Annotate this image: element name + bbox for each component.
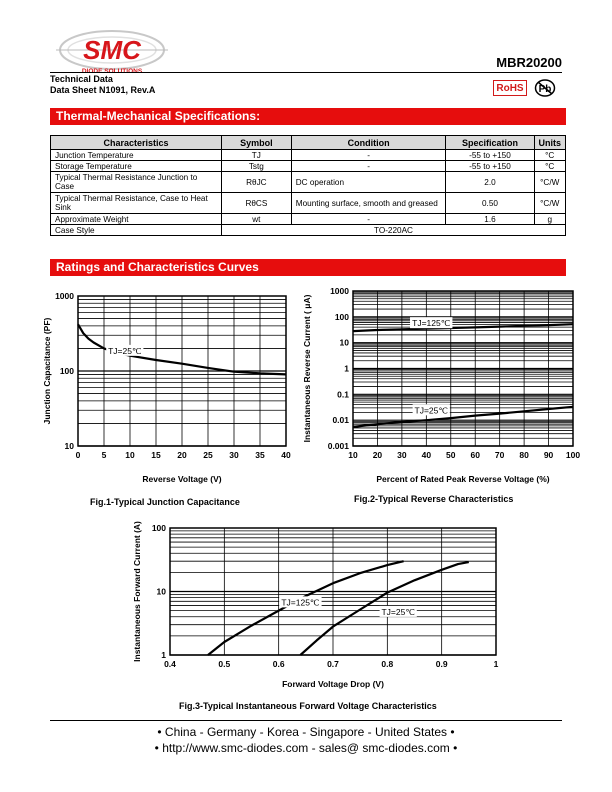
x-tick-label: 1 xyxy=(493,659,499,669)
x-tick-label: 30 xyxy=(229,450,239,460)
y-tick-label: 1000 xyxy=(330,286,349,296)
y-tick-label: 1000 xyxy=(55,291,74,301)
y-tick-label: 100 xyxy=(334,311,349,322)
forward-voltage-chart xyxy=(130,515,510,695)
cell-spec: -55 to +150 xyxy=(446,161,534,172)
y-tick-label: 100 xyxy=(59,366,74,376)
x-tick-label: 0.4 xyxy=(164,659,176,669)
cell-sym: TJ xyxy=(221,150,291,161)
x-tick-label: 60 xyxy=(470,450,480,460)
ratings-curves-section-title: Ratings and Characteristics Curves xyxy=(50,259,566,276)
x-tick-label: 40 xyxy=(281,450,291,460)
cell-unit: °C/W xyxy=(534,172,566,193)
y-axis-label: Instantaneous Forward Current (A) xyxy=(132,521,142,662)
header-rule xyxy=(50,72,562,73)
y-axis-label: Instantaneous Reverse Current ( μA) xyxy=(302,294,312,443)
series-label: TJ=125℃ xyxy=(412,318,451,329)
x-tick-label: 15 xyxy=(151,450,161,460)
spec-table xyxy=(50,135,566,236)
cell-sym: RθCS xyxy=(221,193,291,214)
x-tick-label: 0.6 xyxy=(272,659,285,669)
cell-unit: °C/W xyxy=(534,193,566,214)
technical-data-block xyxy=(50,74,155,96)
footer-locations: • China - Germany - Korea - Singapore - United States • xyxy=(157,725,455,739)
series-label: TJ=25℃ xyxy=(414,405,448,416)
cell-sym: wt xyxy=(221,214,291,225)
reverse-characteristics-chart xyxy=(300,284,580,494)
cell-sym: RθJC xyxy=(221,172,291,193)
x-tick-label: 0.9 xyxy=(435,659,448,669)
thermal-mechanical-section-title: Thermal-Mechanical Specifications: xyxy=(50,108,566,125)
cell-char: Case Style xyxy=(51,225,222,236)
x-tick-label: 80 xyxy=(519,450,529,460)
y-tick-label: 0.001 xyxy=(327,441,349,451)
table-row xyxy=(51,150,566,161)
cell-spec: 2.0 xyxy=(446,172,534,193)
x-tick-label: 0 xyxy=(75,450,81,460)
y-tick-label: 10 xyxy=(64,441,74,451)
cell-spec: 1.6 xyxy=(446,214,534,225)
col-units: Units xyxy=(534,136,566,150)
cell-case-style: TO-220AC xyxy=(221,225,565,236)
x-tick-label: 20 xyxy=(177,450,187,460)
rohs-badge: RoHS xyxy=(493,80,527,96)
y-tick-label: 1 xyxy=(161,650,166,660)
x-tick-label: 35 xyxy=(255,450,265,460)
col-condition: Condition xyxy=(291,136,446,150)
x-tick-label: 10 xyxy=(348,450,358,460)
x-tick-label: 25 xyxy=(203,450,213,460)
fig1-caption: Fig.1-Typical Junction Capacitance xyxy=(90,497,240,507)
fig3-caption: Fig.3-Typical Instantaneous Forward Voltage Characteristics xyxy=(179,701,437,711)
cell-unit: °C xyxy=(534,150,566,161)
cell-char: Approximate Weight xyxy=(51,214,222,225)
logo-text: SMC xyxy=(83,35,141,65)
cell-cond: - xyxy=(291,214,446,225)
fig2-caption: Fig.2-Typical Reverse Characteristics xyxy=(354,494,514,504)
series-label: TJ=25℃ xyxy=(381,606,415,617)
data-sheet-label: Data Sheet N1091, Rev.A xyxy=(50,85,156,95)
x-tick-label: 100 xyxy=(565,450,580,460)
y-tick-label: 0.1 xyxy=(337,389,349,400)
cell-cond: - xyxy=(291,161,446,172)
x-tick-label: 20 xyxy=(372,450,383,460)
cell-cond: DC operation xyxy=(291,172,446,193)
table-row xyxy=(51,214,566,225)
x-tick-label: 90 xyxy=(543,450,554,460)
cell-char: Typical Thermal Resistance Junction to Case xyxy=(51,172,222,193)
cell-spec: 0.50 xyxy=(446,193,534,214)
y-tick-label: 1 xyxy=(344,363,349,374)
x-tick-label: 0.5 xyxy=(218,659,231,669)
pb-free-badge xyxy=(534,79,556,97)
cell-unit: °C xyxy=(534,161,566,172)
x-axis-label: Reverse Voltage (V) xyxy=(142,474,222,484)
table-row xyxy=(51,172,566,193)
cell-cond: Mounting surface, smooth and greased xyxy=(291,193,446,214)
series-label: TJ=25℃ xyxy=(108,345,142,356)
cell-char: Storage Temperature xyxy=(51,161,222,172)
smc-logo xyxy=(56,28,168,76)
cell-cond: - xyxy=(291,150,446,161)
series-label: TJ=125℃ xyxy=(281,597,320,608)
col-symbol: Symbol xyxy=(221,136,291,150)
x-tick-label: 5 xyxy=(101,450,107,460)
x-tick-label: 30 xyxy=(397,450,407,460)
col-characteristics: Characteristics xyxy=(51,136,222,150)
cell-char: Typical Thermal Resistance, Case to Heat Sink xyxy=(51,193,222,214)
cell-unit: g xyxy=(534,214,566,225)
x-tick-label: 40 xyxy=(421,450,432,460)
table-row xyxy=(51,193,566,214)
table-row xyxy=(51,161,566,172)
x-tick-label: 70 xyxy=(494,450,505,460)
junction-capacitance-chart xyxy=(40,284,300,494)
x-tick-label: 10 xyxy=(125,450,135,460)
y-tick-label: 10 xyxy=(156,586,166,597)
footer-contact: • http://www.smc-diodes.com - sales@ smc-diodes.com • xyxy=(154,741,458,755)
x-tick-label: 50 xyxy=(446,450,456,460)
table-row xyxy=(51,225,566,236)
x-tick-label: 0.8 xyxy=(381,659,394,669)
x-axis-label: Percent of Rated Peak Reverse Voltage (%) xyxy=(376,474,550,484)
pb-text: Pb xyxy=(538,84,552,95)
part-number: MBR20200 xyxy=(496,55,562,70)
cell-spec: -55 to +150 xyxy=(446,150,534,161)
y-tick-label: 100 xyxy=(151,523,166,533)
x-axis-label: Forward Voltage Drop (V) xyxy=(282,679,384,689)
cell-char: Junction Temperature xyxy=(51,150,222,161)
tech-data-label: Technical Data xyxy=(50,74,113,84)
x-tick-label: 0.7 xyxy=(327,659,339,669)
y-tick-label: 10 xyxy=(339,337,349,348)
cell-sym: Tstg xyxy=(221,161,291,172)
col-specification: Specification xyxy=(446,136,534,150)
y-tick-label: 0.01 xyxy=(332,415,349,426)
y-axis-label: Junction Capacitance (PF) xyxy=(42,317,52,425)
footer-rule xyxy=(50,720,562,721)
